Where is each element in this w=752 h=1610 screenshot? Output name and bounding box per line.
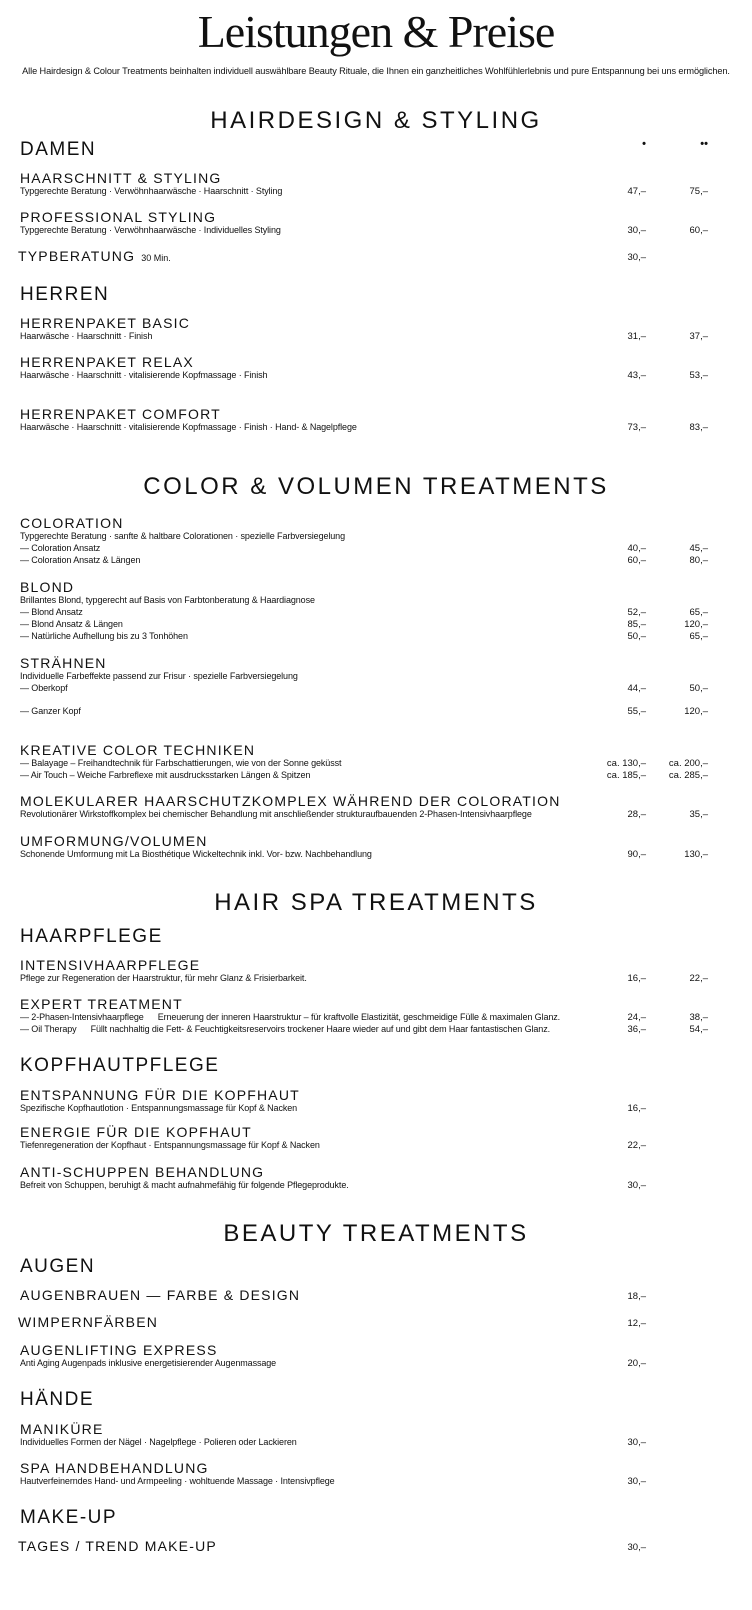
price-short: 22,– xyxy=(627,1140,646,1151)
price-short: 55,– xyxy=(627,706,646,717)
category-title-haende: HÄNDE xyxy=(20,1389,95,1410)
price-long: ca. 285,– xyxy=(668,770,708,781)
service-description: Typgerechte Beratung · sanfte & haltbare Colorationen · spezielle Farbversiegelung xyxy=(20,531,345,541)
service-name: UMFORMUNG/VOLUMEN xyxy=(20,833,208,849)
service-option: — Blond Ansatz & Längen xyxy=(20,619,123,629)
price-short: 30,– xyxy=(627,252,646,263)
service-description: Revolutionärer Wirkstoffkomplex bei chemischer Behandlung mit anschließender strukturaufbauenden 2-Phasen-Intensivhaarpflege xyxy=(20,809,532,819)
price-long: 75,– xyxy=(689,186,708,197)
service-description: Haarwäsche · Haarschnitt · vitalisierende Kopfmassage · Finish xyxy=(20,370,268,380)
service-name: INTENSIVHAARPFLEGE xyxy=(20,957,201,973)
service-name: HAARSCHNITT & STYLING xyxy=(20,170,222,186)
price-long: ca. 200,– xyxy=(668,758,708,769)
service-description: Schonende Umformung mit La Biosthétique Wickeltechnik inkl. Vor- bzw. Nachbehandlung xyxy=(20,849,372,859)
price-short: ca. 130,– xyxy=(606,758,646,769)
service-name: HERRENPAKET COMFORT xyxy=(20,406,221,422)
section-title-beauty: BEAUTY TREATMENTS xyxy=(223,1220,529,1247)
price-short: 47,– xyxy=(627,186,646,197)
service-option: — Air Touch – Weiche Farbreflexe mit ausdrucksstarken Längen & Spitzen xyxy=(20,770,311,780)
service-name: HERRENPAKET RELAX xyxy=(20,354,194,370)
service-option: — Oberkopf xyxy=(20,683,68,693)
price-short: 30,– xyxy=(627,1180,646,1191)
service-description: Befreit von Schuppen, beruhigt & macht aufnahmefähig für folgende Pflegeprodukte. xyxy=(20,1180,349,1190)
service-description: Haarwäsche · Haarschnitt · vitalisierende Kopfmassage · Finish · Hand- & Nagelpflege xyxy=(20,422,357,432)
price-short: ca. 185,– xyxy=(606,770,646,781)
section-title-hairdesign: HAIRDESIGN & STYLING xyxy=(210,107,542,134)
service-name: EXPERT TREATMENT xyxy=(20,996,183,1012)
page-intro: Alle Hairdesign & Colour Treatments beinhalten individuell auswählbare Beauty Rituale, die Ihnen ein ganzheitliches Wohlfühlerlebnis und pure Entspannung bei uns ermöglichen. xyxy=(22,66,730,76)
service-description: Pflege zur Regeneration der Haarstruktur, für mehr Glanz & Frisierbarkeit. xyxy=(20,973,307,983)
option-label: — Oil Therapy xyxy=(20,1024,77,1034)
price-short: 60,– xyxy=(627,555,646,566)
service-name: ANTI-SCHUPPEN BEHANDLUNG xyxy=(20,1164,265,1180)
price-long: 130,– xyxy=(684,849,708,860)
service-duration: 30 Min. xyxy=(141,253,171,263)
price-short: 24,– xyxy=(627,1012,646,1023)
service-option xyxy=(20,1012,560,1023)
option-text: Erneuerung der inneren Haarstruktur – für kraftvolle Elastizität, geschmeidige Fülle & maximalen Glanz. xyxy=(157,1012,561,1022)
category-title-kopfhaut: KOPFHAUTPFLEGE xyxy=(20,1055,220,1076)
service-description: Haarwäsche · Haarschnitt · Finish xyxy=(20,331,153,341)
service-name: BLOND xyxy=(20,579,75,595)
service-name: KREATIVE COLOR TECHNIKEN xyxy=(20,742,256,758)
service-description: Typgerechte Beratung · Verwöhnhaarwäsche · Individuelles Styling xyxy=(20,225,281,235)
price-short: 50,– xyxy=(627,631,646,642)
page-title: Leistungen & Preise xyxy=(197,6,555,57)
section-title-color: COLOR & VOLUMEN TREATMENTS xyxy=(143,473,609,500)
service-description: Brillantes Blond, typgerecht auf Basis von Farbtonberatung & Haardiagnose xyxy=(20,595,315,605)
price-long: 50,– xyxy=(689,683,708,694)
service-name: AUGENLIFTING EXPRESS xyxy=(20,1342,218,1358)
price-short: 90,– xyxy=(627,849,646,860)
service-description: Individuelles Formen der Nägel · Nagelpflege · Polieren oder Lackieren xyxy=(20,1437,297,1447)
price-short: 12,– xyxy=(627,1318,646,1329)
price-short: 31,– xyxy=(627,331,646,342)
service-description: Anti Aging Augenpads inklusive energetisierender Augenmassage xyxy=(20,1358,277,1368)
service-option: — Natürliche Aufhellung bis zu 3 Tonhöhen xyxy=(20,631,188,641)
price-column-2-marker: •• xyxy=(700,138,708,150)
price-short: 36,– xyxy=(627,1024,646,1035)
price-short: 43,– xyxy=(627,370,646,381)
service-name: HERRENPAKET BASIC xyxy=(20,315,191,331)
price-long: 60,– xyxy=(689,225,708,236)
price-long: 120,– xyxy=(684,619,708,630)
service-name: WIMPERNFÄRBEN xyxy=(18,1314,159,1330)
service-description: Typgerechte Beratung · Verwöhnhaarwäsche · Haarschnitt · Styling xyxy=(20,186,283,196)
service-name: MOLEKULARER HAARSCHUTZKOMPLEX WÄHREND DER COLORATION xyxy=(20,793,561,809)
price-short: 30,– xyxy=(627,1437,646,1448)
category-title-herren: HERREN xyxy=(20,284,110,305)
price-long: 65,– xyxy=(689,607,708,618)
price-long: 22,– xyxy=(689,973,708,984)
price-long: 38,– xyxy=(689,1012,708,1023)
service-description: Hautverfeinerndes Hand- und Armpeeling · wohltuende Massage · Intensivpflege xyxy=(20,1476,335,1486)
service-name: TAGES / TREND MAKE-UP xyxy=(18,1538,217,1554)
price-short: 30,– xyxy=(627,225,646,236)
price-short: 20,– xyxy=(627,1358,646,1369)
service-option xyxy=(20,1024,550,1035)
price-long: 53,– xyxy=(689,370,708,381)
price-long: 65,– xyxy=(689,631,708,642)
price-short: 16,– xyxy=(627,973,646,984)
option-label: — 2-Phasen-Intensivhaarpflege xyxy=(20,1012,144,1022)
service-name: COLORATION xyxy=(20,515,124,531)
section-title-spa: HAIR SPA TREATMENTS xyxy=(214,889,538,916)
price-long: 83,– xyxy=(689,422,708,433)
price-short: 40,– xyxy=(627,543,646,554)
service-option: — Coloration Ansatz & Längen xyxy=(20,555,141,565)
price-column-1-marker: • xyxy=(642,138,646,150)
service-option: — Ganzer Kopf xyxy=(20,706,81,716)
price-long: 80,– xyxy=(689,555,708,566)
price-short: 28,– xyxy=(627,809,646,820)
price-short: 44,– xyxy=(627,683,646,694)
price-short: 73,– xyxy=(627,422,646,433)
price-short: 30,– xyxy=(627,1542,646,1553)
service-name: PROFESSIONAL STYLING xyxy=(20,209,217,225)
service-option: — Coloration Ansatz xyxy=(20,543,101,553)
price-long: 45,– xyxy=(689,543,708,554)
price-short: 30,– xyxy=(627,1476,646,1487)
service-name: AUGENBRAUEN — FARBE & DESIGN xyxy=(20,1287,301,1303)
service-description: Spezifische Kopfhautlotion · Entspannungsmassage für Kopf & Nacken xyxy=(20,1103,298,1113)
service-option: — Blond Ansatz xyxy=(20,607,83,617)
category-title-haarpflege: HAARPFLEGE xyxy=(20,926,163,947)
price-short: 18,– xyxy=(627,1291,646,1302)
service-name: STRÄHNEN xyxy=(20,655,107,671)
price-long: 54,– xyxy=(689,1024,708,1035)
category-title-makeup: MAKE-UP xyxy=(20,1507,118,1528)
category-title-augen: AUGEN xyxy=(20,1256,96,1277)
price-short: 85,– xyxy=(627,619,646,630)
service-name-text: TYPBERATUNG xyxy=(18,248,136,264)
price-short: 16,– xyxy=(627,1103,646,1114)
price-long: 120,– xyxy=(684,706,708,717)
service-name: SPA HANDBEHANDLUNG xyxy=(20,1460,209,1476)
service-name: ENTSPANNUNG FÜR DIE KOPFHAUT xyxy=(20,1087,300,1103)
service-name: MANIKÜRE xyxy=(20,1421,104,1437)
option-text: Füllt nachhaltig die Fett- & Feuchtigkeitsreservoirs trockener Haare wieder auf und gibt dem Haar fantastischen Glanz. xyxy=(90,1024,550,1034)
service-description: Tiefenregeneration der Kopfhaut · Entspannungsmassage für Kopf & Nacken xyxy=(20,1140,320,1150)
service-option: — Balayage – Freihandtechnik für Farbschattierungen, wie von der Sonne geküsst xyxy=(20,758,342,768)
price-long: 37,– xyxy=(689,331,708,342)
price-short: 52,– xyxy=(627,607,646,618)
category-title-damen: DAMEN xyxy=(20,139,97,160)
price-long: 35,– xyxy=(689,809,708,820)
service-name: ENERGIE FÜR DIE KOPFHAUT xyxy=(20,1124,252,1140)
service-description: Individuelle Farbeffekte passend zur Frisur · spezielle Farbversiegelung xyxy=(20,671,298,681)
service-name xyxy=(18,248,171,266)
